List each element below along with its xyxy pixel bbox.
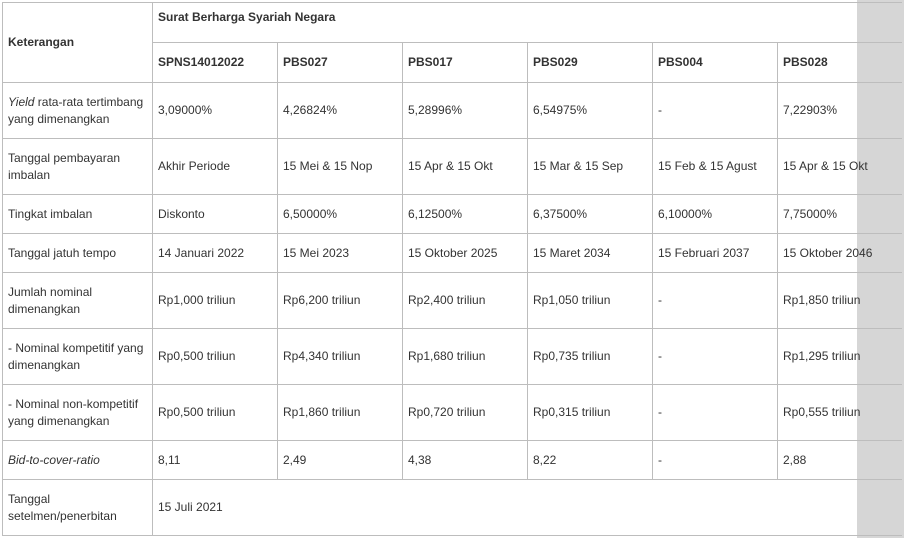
table-cell: Rp2,400 triliun bbox=[403, 273, 528, 329]
table-cell: 15 Apr & 15 Okt bbox=[778, 139, 903, 195]
table-cell: 15 Feb & 15 Agust bbox=[653, 139, 778, 195]
row-label: Jumlah nominal dimenangkan bbox=[3, 273, 153, 329]
table-cell: 6,54975% bbox=[528, 83, 653, 139]
series-header: PBS017 bbox=[403, 43, 528, 83]
row-label-rest: rata-rata tertimbang yang dimenangkan bbox=[8, 94, 144, 126]
sukuk-auction-results-table bbox=[2, 2, 902, 536]
row-label: - Nominal kompetitif yang dimenangkan bbox=[3, 329, 153, 385]
table-row bbox=[3, 234, 903, 273]
table-cell: Rp1,050 triliun bbox=[528, 273, 653, 329]
table-cell: Rp0,500 triliun bbox=[153, 329, 278, 385]
table-cell: 15 Februari 2037 bbox=[653, 234, 778, 273]
table-cell: 15 Apr & 15 Okt bbox=[403, 139, 528, 195]
row-label-italic: Bid-to-cover-ratio bbox=[8, 452, 100, 467]
table-cell: 15 Maret 2034 bbox=[528, 234, 653, 273]
table-cell: Rp1,000 triliun bbox=[153, 273, 278, 329]
table-cell: 6,50000% bbox=[278, 195, 403, 234]
row-label: Tanggal setelmen/penerbitan bbox=[3, 480, 153, 536]
row-label: Tingkat imbalan bbox=[3, 195, 153, 234]
table-cell: 15 Mei 2023 bbox=[278, 234, 403, 273]
series-header: PBS028 bbox=[778, 43, 903, 83]
table-cell: Rp0,500 triliun bbox=[153, 385, 278, 441]
table-cell: 3,09000% bbox=[153, 83, 278, 139]
settlement-date: 15 Juli 2021 bbox=[153, 480, 903, 536]
table-cell: - bbox=[653, 385, 778, 441]
table-cell: Rp6,200 triliun bbox=[278, 273, 403, 329]
table-cell: 8,22 bbox=[528, 441, 653, 480]
results-table-container bbox=[2, 2, 902, 536]
table-cell: 14 Januari 2022 bbox=[153, 234, 278, 273]
table-row bbox=[3, 329, 903, 385]
table-cell: 2,49 bbox=[278, 441, 403, 480]
table-cell: 6,37500% bbox=[528, 195, 653, 234]
table-cell: 15 Oktober 2046 bbox=[778, 234, 903, 273]
table-cell: 15 Mar & 15 Sep bbox=[528, 139, 653, 195]
table-row bbox=[3, 195, 903, 234]
table-cell: 15 Mei & 15 Nop bbox=[278, 139, 403, 195]
table-cell: Akhir Periode bbox=[153, 139, 278, 195]
table-cell: - bbox=[653, 329, 778, 385]
table-cell: Rp1,850 triliun bbox=[778, 273, 903, 329]
group-header: Surat Berharga Syariah Negara bbox=[153, 3, 903, 43]
table-row bbox=[3, 273, 903, 329]
table-cell: 4,38 bbox=[403, 441, 528, 480]
table-cell: 7,22903% bbox=[778, 83, 903, 139]
row-header-label: Keterangan bbox=[3, 3, 153, 83]
table-cell: 8,11 bbox=[153, 441, 278, 480]
table-cell: Rp1,860 triliun bbox=[278, 385, 403, 441]
table-cell: Rp4,340 triliun bbox=[278, 329, 403, 385]
table-row bbox=[3, 139, 903, 195]
row-label: Tanggal pembayaran imbalan bbox=[3, 139, 153, 195]
table-row bbox=[3, 83, 903, 139]
table-cell: Rp1,295 triliun bbox=[778, 329, 903, 385]
row-label: - Nominal non-kompetitif yang dimenangkan bbox=[3, 385, 153, 441]
row-label-italic: Yield bbox=[8, 94, 35, 109]
table-row bbox=[3, 441, 903, 480]
series-header: SPNS14012022 bbox=[153, 43, 278, 83]
table-cell: Rp0,720 triliun bbox=[403, 385, 528, 441]
series-header: PBS027 bbox=[278, 43, 403, 83]
series-header: PBS004 bbox=[653, 43, 778, 83]
table-cell: - bbox=[653, 83, 778, 139]
table-cell: - bbox=[653, 273, 778, 329]
table-cell: 5,28996% bbox=[403, 83, 528, 139]
table-cell: Rp0,735 triliun bbox=[528, 329, 653, 385]
table-cell: - bbox=[653, 441, 778, 480]
settlement-row bbox=[3, 480, 903, 536]
table-cell: 7,75000% bbox=[778, 195, 903, 234]
table-row bbox=[3, 385, 903, 441]
table-cell: Rp0,555 triliun bbox=[778, 385, 903, 441]
table-cell: 2,88 bbox=[778, 441, 903, 480]
table-cell: Rp0,315 triliun bbox=[528, 385, 653, 441]
table-cell: 6,12500% bbox=[403, 195, 528, 234]
row-label bbox=[3, 83, 153, 139]
table-cell: Diskonto bbox=[153, 195, 278, 234]
table-cell: 15 Oktober 2025 bbox=[403, 234, 528, 273]
series-header: PBS029 bbox=[528, 43, 653, 83]
table-cell: 4,26824% bbox=[278, 83, 403, 139]
row-label bbox=[3, 441, 153, 480]
table-cell: 6,10000% bbox=[653, 195, 778, 234]
header-row-group bbox=[3, 3, 903, 43]
table-cell: Rp1,680 triliun bbox=[403, 329, 528, 385]
row-label: Tanggal jatuh tempo bbox=[3, 234, 153, 273]
